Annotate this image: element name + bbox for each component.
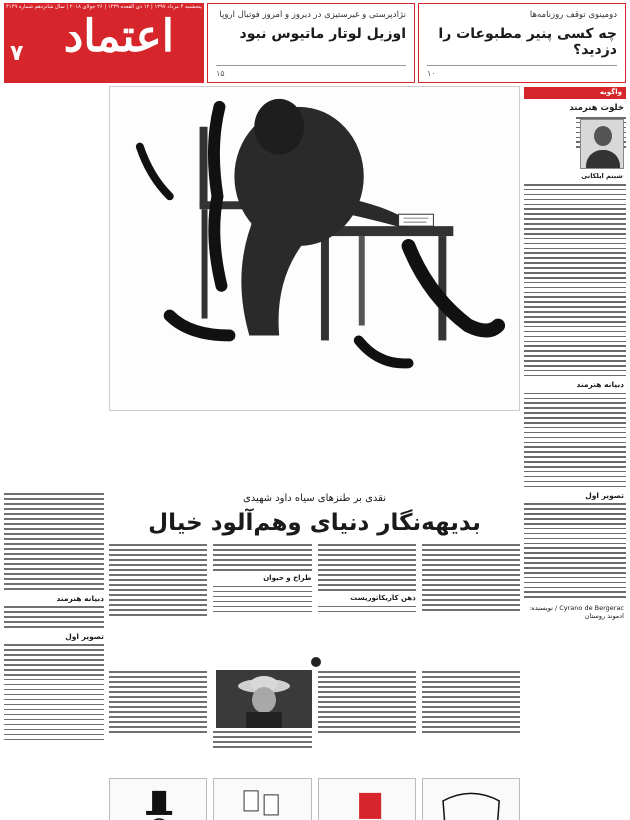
text-column <box>109 668 207 778</box>
text-column <box>213 541 311 661</box>
logo[interactable]: اعتماد <box>63 11 174 62</box>
feature-title[interactable]: بدیهه‌نگار دنیای وهم‌آلود خیال <box>148 510 481 536</box>
teaser-headline[interactable]: چه کسی پنیر مطبوعات را دزدید؟ <box>438 26 617 58</box>
page-number: ۷ <box>10 41 24 66</box>
teaser-kicker: نژادپرستی و غیرستیزی در دیروز و امروز فوتبال اروپا <box>219 10 406 20</box>
feature-headline-block <box>109 493 520 536</box>
text-column <box>422 541 520 661</box>
cartoon-thumbnail-1[interactable] <box>109 778 207 820</box>
dateline: پنجشنبه ۴ مرداد ۱۳۹۷ | ۱۲ ذی القعده ۱۴۳۹ | ۲۶ جولای ۲۰۱۸ | سال شانزدهم شماره ۴۱۴۹ <box>6 4 202 10</box>
section-divider-bullet <box>311 657 321 667</box>
photo-column <box>213 668 311 778</box>
feature-subhead: ذهن کاریکاتوریست <box>350 594 416 603</box>
sidebar-text-4 <box>524 503 626 598</box>
left-subhead-2: تصویر اول <box>65 631 104 641</box>
header <box>4 3 626 83</box>
feature-kicker: نقدی بر طنزهای سیاه داود شهیدی <box>242 493 387 504</box>
cartoon-thumbnail-3[interactable] <box>318 778 416 820</box>
sidebar-subtitle-2: تصویر اول <box>585 491 624 501</box>
teaser-rule <box>216 65 406 66</box>
left-column-lower <box>4 490 104 810</box>
section-label: واگویه <box>524 87 626 99</box>
cartoon-thumbnails <box>109 778 520 820</box>
teaser-page-ref: ۱۰ <box>427 69 436 78</box>
text-column <box>318 541 416 661</box>
lower-text-row <box>109 668 520 778</box>
teaser-1[interactable] <box>207 3 415 83</box>
teaser-0[interactable] <box>418 3 626 83</box>
cartoon-thumbnail-2[interactable] <box>213 778 311 820</box>
feature-text-columns <box>109 541 520 661</box>
sidebar-text-2 <box>524 184 626 376</box>
footer-credit: Cyrano de Bergerac / نویسنده: ادموند روستان <box>529 603 624 620</box>
teaser-page-ref: ۱۵ <box>216 69 225 78</box>
cartoon-thumbnail-4[interactable] <box>422 778 520 820</box>
feature-subhead: طراح و حیوان <box>263 574 312 583</box>
teaser-headline[interactable]: اوزیل لوتار ماتیوس نبود <box>239 26 406 42</box>
sidebar-title: خلوت هنرمند <box>569 103 624 113</box>
teaser-kicker: دومینوی توقف روزنامه‌ها <box>529 10 617 20</box>
sidebar-author: شبنم ایلکانی <box>581 172 623 180</box>
left-column-upper <box>4 86 104 412</box>
text-column <box>422 668 520 778</box>
sidebar-column <box>524 100 626 812</box>
sidebar-text-3 <box>524 393 626 488</box>
artist-photo[interactable] <box>216 670 312 728</box>
main-area <box>4 86 520 812</box>
text-column <box>109 541 207 661</box>
sidebar-subtitle-1: دبیانه هنرمند <box>576 380 624 390</box>
left-subhead-1: دبیانه هنرمند <box>56 593 104 603</box>
teaser-rule <box>427 65 617 66</box>
cartoon-figure-illustration <box>110 87 519 410</box>
text-column <box>318 668 416 778</box>
masthead <box>4 3 204 83</box>
author-portrait <box>580 119 624 169</box>
feature-illustration[interactable] <box>109 86 520 411</box>
